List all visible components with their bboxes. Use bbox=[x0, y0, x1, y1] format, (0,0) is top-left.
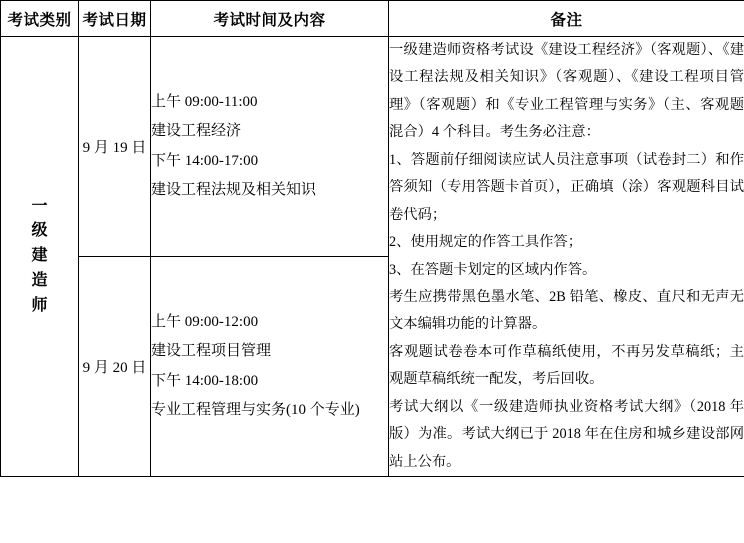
remarks-cell bbox=[389, 37, 744, 477]
exam-time-cell-day1 bbox=[151, 37, 389, 257]
time-line: 上午 09:00-11:00 bbox=[151, 94, 258, 110]
exam-category-label: 一级建造师 bbox=[31, 197, 49, 314]
time-line: 专业工程管理与实务(10 个专业) bbox=[151, 401, 360, 418]
remarks-paragraph: 考试大纲以《一级建造师执业资格考试大纲》（2018 年版）为准。考试大纲已于 2018 年在住房和城乡建设部网站上公布。 bbox=[389, 398, 744, 470]
table-body bbox=[1, 37, 744, 477]
remarks-paragraph: 考生应携带黑色墨水笔、2B 铅笔、橡皮、直尺和无声无文本编辑功能的计算器。 bbox=[389, 288, 744, 333]
exam-category-cell bbox=[1, 37, 79, 477]
table-row bbox=[1, 37, 744, 257]
time-line: 建设工程法规及相关知识 bbox=[151, 181, 317, 198]
remarks-paragraph: 一级建造师资格考试设《建设工程经济》（客观题）、《建设工程法规及相关知识》（客观题）、《建设工程项目管理》（客观题）和《专业工程管理与实务》（主、客观题混合）4 个科目。考生务必注意： bbox=[389, 42, 744, 141]
time-line: 建设工程项目管理 bbox=[151, 343, 272, 360]
exam-date-cell-day2: 9 月 20 日 bbox=[79, 257, 151, 477]
column-header-category: 考试类别 bbox=[1, 1, 79, 37]
time-line: 上午 09:00-12:00 bbox=[151, 314, 259, 330]
time-line: 下午 14:00-17:00 bbox=[151, 152, 259, 169]
exam-date-cell-day1: 9 月 19 日 bbox=[79, 37, 151, 257]
table-header bbox=[1, 1, 744, 37]
column-header-remarks: 备注 bbox=[389, 1, 744, 37]
column-header-time-content: 考试时间及内容 bbox=[151, 1, 389, 37]
table-header-row bbox=[1, 1, 744, 37]
exam-time-cell-day2 bbox=[151, 257, 389, 477]
time-line: 下午 14:00-18:00 bbox=[151, 372, 259, 389]
column-header-date: 考试日期 bbox=[79, 1, 151, 37]
remarks-paragraph: 3、在答题卡划定的区域内作答。 bbox=[389, 261, 597, 278]
remarks-paragraph: 1、答题前仔细阅读应试人员注意事项（试卷封二）和作答须知（专用答题卡首页），正确填（涂）客观题科目试卷代码； bbox=[389, 151, 744, 223]
time-line: 建设工程经济 bbox=[151, 123, 242, 140]
remarks-paragraph: 2、使用规定的作答工具作答； bbox=[389, 234, 583, 251]
remarks-paragraph: 客观题试卷卷本可作草稿纸使用，不再另发草稿纸；主观题草稿纸统一配发，考后回收。 bbox=[389, 343, 744, 388]
